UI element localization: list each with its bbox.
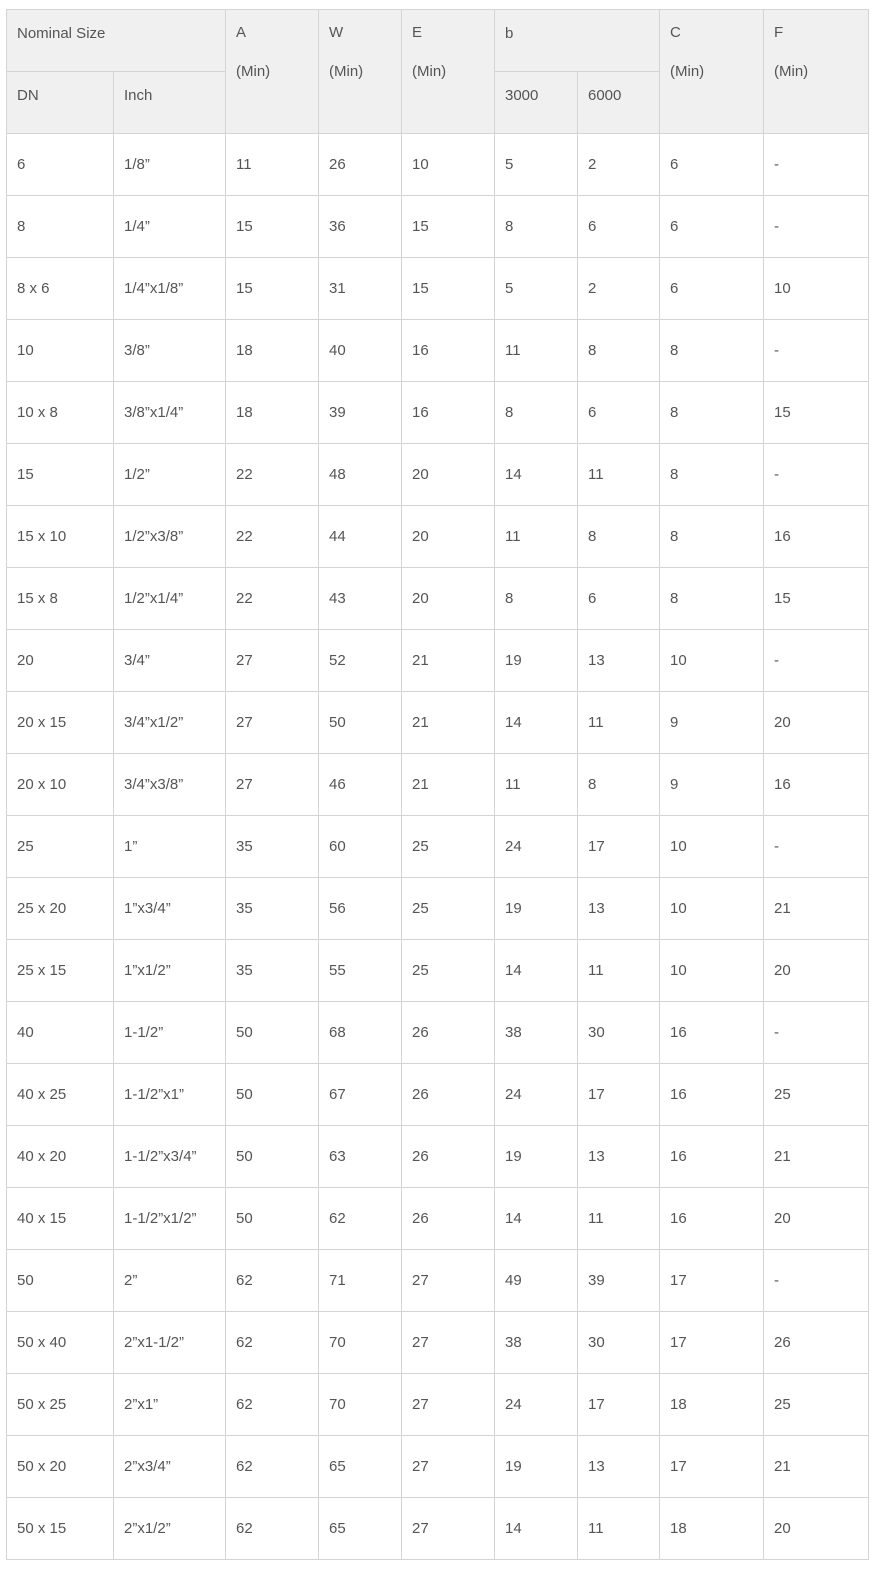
cell-c: 6 (660, 258, 764, 320)
table-row (7, 1188, 869, 1250)
cell-inch: 1/2” (114, 444, 226, 506)
cell-b-6000: 13 (578, 1126, 660, 1188)
cell-w: 39 (319, 382, 402, 444)
cell-b-3000: 24 (495, 1064, 578, 1126)
table-row (7, 134, 869, 196)
header-a (226, 10, 319, 134)
cell-c: 17 (660, 1250, 764, 1312)
cell-e: 20 (402, 568, 495, 630)
cell-e: 15 (402, 258, 495, 320)
cell-f: - (764, 1002, 869, 1064)
cell-f: 20 (764, 1188, 869, 1250)
cell-a: 62 (226, 1374, 319, 1436)
cell-a: 50 (226, 1188, 319, 1250)
cell-f: 16 (764, 754, 869, 816)
cell-b-6000: 30 (578, 1002, 660, 1064)
cell-inch: 3/4”x1/2” (114, 692, 226, 754)
header-e (402, 10, 495, 134)
cell-inch: 1/2”x3/8” (114, 506, 226, 568)
cell-b-3000: 19 (495, 1126, 578, 1188)
header-f (764, 10, 869, 134)
table-row (7, 1498, 869, 1560)
cell-c: 18 (660, 1374, 764, 1436)
header-b: b (495, 10, 660, 72)
table-body (7, 134, 869, 1560)
table-row (7, 1312, 869, 1374)
table-row (7, 568, 869, 630)
cell-e: 27 (402, 1374, 495, 1436)
table-row (7, 258, 869, 320)
cell-a: 18 (226, 320, 319, 382)
cell-b-6000: 6 (578, 196, 660, 258)
cell-inch: 2”x1-1/2” (114, 1312, 226, 1374)
cell-f: 20 (764, 940, 869, 1002)
cell-a: 27 (226, 754, 319, 816)
cell-dn: 8 x 6 (7, 258, 114, 320)
header-b-3000: 3000 (495, 72, 578, 134)
cell-w: 46 (319, 754, 402, 816)
cell-a: 15 (226, 258, 319, 320)
cell-a: 50 (226, 1126, 319, 1188)
cell-c: 8 (660, 444, 764, 506)
cell-a: 27 (226, 630, 319, 692)
cell-a: 22 (226, 444, 319, 506)
cell-a: 50 (226, 1064, 319, 1126)
cell-b-6000: 13 (578, 1436, 660, 1498)
cell-c: 9 (660, 754, 764, 816)
cell-w: 65 (319, 1498, 402, 1560)
cell-c: 8 (660, 320, 764, 382)
cell-b-6000: 2 (578, 258, 660, 320)
cell-e: 25 (402, 940, 495, 1002)
header-e-sub: (Min) (412, 63, 447, 80)
cell-a: 62 (226, 1312, 319, 1374)
dimensions-table (6, 9, 869, 1560)
cell-e: 26 (402, 1064, 495, 1126)
cell-a: 22 (226, 568, 319, 630)
cell-e: 20 (402, 444, 495, 506)
cell-dn: 50 x 40 (7, 1312, 114, 1374)
header-c (660, 10, 764, 134)
cell-dn: 50 x 25 (7, 1374, 114, 1436)
cell-dn: 40 x 15 (7, 1188, 114, 1250)
table-row (7, 1374, 869, 1436)
cell-w: 63 (319, 1126, 402, 1188)
cell-a: 35 (226, 816, 319, 878)
table-row (7, 1250, 869, 1312)
cell-inch: 2”x3/4” (114, 1436, 226, 1498)
cell-c: 10 (660, 940, 764, 1002)
cell-e: 27 (402, 1312, 495, 1374)
header-c-label: C (670, 24, 681, 41)
cell-e: 26 (402, 1126, 495, 1188)
cell-b-3000: 5 (495, 134, 578, 196)
cell-inch: 1/8” (114, 134, 226, 196)
cell-w: 67 (319, 1064, 402, 1126)
cell-dn: 40 x 20 (7, 1126, 114, 1188)
cell-inch: 3/4” (114, 630, 226, 692)
cell-b-3000: 14 (495, 692, 578, 754)
cell-a: 18 (226, 382, 319, 444)
header-inch: Inch (114, 72, 226, 134)
cell-f: 21 (764, 878, 869, 940)
cell-a: 35 (226, 878, 319, 940)
cell-w: 71 (319, 1250, 402, 1312)
cell-c: 6 (660, 134, 764, 196)
cell-f: 25 (764, 1374, 869, 1436)
cell-w: 60 (319, 816, 402, 878)
cell-b-3000: 8 (495, 568, 578, 630)
table-row (7, 692, 869, 754)
cell-b-6000: 17 (578, 1064, 660, 1126)
cell-e: 16 (402, 382, 495, 444)
cell-dn: 15 x 8 (7, 568, 114, 630)
cell-dn: 25 (7, 816, 114, 878)
cell-b-6000: 39 (578, 1250, 660, 1312)
cell-c: 9 (660, 692, 764, 754)
header-dn: DN (7, 72, 114, 134)
cell-a: 62 (226, 1498, 319, 1560)
cell-a: 11 (226, 134, 319, 196)
cell-inch: 1-1/2” (114, 1002, 226, 1064)
cell-w: 31 (319, 258, 402, 320)
cell-dn: 50 x 20 (7, 1436, 114, 1498)
cell-w: 68 (319, 1002, 402, 1064)
table-row (7, 816, 869, 878)
table-row (7, 754, 869, 816)
cell-f: - (764, 320, 869, 382)
header-e-label: E (412, 24, 423, 41)
cell-inch: 1-1/2”x1/2” (114, 1188, 226, 1250)
table-row (7, 940, 869, 1002)
header-c-sub: (Min) (670, 63, 705, 80)
cell-inch: 3/8” (114, 320, 226, 382)
cell-b-3000: 14 (495, 1498, 578, 1560)
table-row (7, 196, 869, 258)
cell-a: 35 (226, 940, 319, 1002)
cell-b-3000: 19 (495, 878, 578, 940)
header-w (319, 10, 402, 134)
cell-f: 26 (764, 1312, 869, 1374)
cell-w: 65 (319, 1436, 402, 1498)
cell-inch: 3/4”x3/8” (114, 754, 226, 816)
cell-b-6000: 11 (578, 692, 660, 754)
cell-b-3000: 24 (495, 1374, 578, 1436)
cell-w: 36 (319, 196, 402, 258)
cell-b-3000: 11 (495, 754, 578, 816)
cell-b-6000: 6 (578, 568, 660, 630)
cell-b-6000: 6 (578, 382, 660, 444)
cell-f: - (764, 1250, 869, 1312)
cell-inch: 1-1/2”x3/4” (114, 1126, 226, 1188)
table-row (7, 382, 869, 444)
cell-e: 16 (402, 320, 495, 382)
header-a-label: A (236, 24, 247, 41)
cell-dn: 50 (7, 1250, 114, 1312)
header-a-sub: (Min) (236, 63, 271, 80)
cell-b-3000: 19 (495, 630, 578, 692)
cell-f: 21 (764, 1436, 869, 1498)
cell-a: 15 (226, 196, 319, 258)
cell-dn: 20 (7, 630, 114, 692)
cell-b-6000: 2 (578, 134, 660, 196)
cell-b-6000: 11 (578, 940, 660, 1002)
cell-b-6000: 11 (578, 1188, 660, 1250)
cell-f: 21 (764, 1126, 869, 1188)
cell-inch: 3/8”x1/4” (114, 382, 226, 444)
cell-c: 10 (660, 816, 764, 878)
cell-inch: 2”x1/2” (114, 1498, 226, 1560)
cell-c: 16 (660, 1188, 764, 1250)
table-row (7, 630, 869, 692)
cell-inch: 1”x1/2” (114, 940, 226, 1002)
table-row (7, 320, 869, 382)
cell-b-3000: 38 (495, 1002, 578, 1064)
header-nominal-size: Nominal Size (7, 10, 226, 72)
cell-a: 62 (226, 1250, 319, 1312)
table-row (7, 1002, 869, 1064)
table-row (7, 1436, 869, 1498)
cell-c: 6 (660, 196, 764, 258)
cell-dn: 20 x 15 (7, 692, 114, 754)
cell-f: - (764, 630, 869, 692)
cell-b-3000: 38 (495, 1312, 578, 1374)
cell-dn: 25 x 20 (7, 878, 114, 940)
cell-f: 25 (764, 1064, 869, 1126)
cell-w: 70 (319, 1312, 402, 1374)
cell-b-3000: 14 (495, 444, 578, 506)
cell-c: 10 (660, 878, 764, 940)
cell-c: 8 (660, 568, 764, 630)
cell-c: 16 (660, 1064, 764, 1126)
cell-c: 17 (660, 1436, 764, 1498)
cell-f: - (764, 444, 869, 506)
cell-b-3000: 14 (495, 1188, 578, 1250)
cell-b-3000: 14 (495, 940, 578, 1002)
cell-f: 20 (764, 1498, 869, 1560)
cell-f: - (764, 134, 869, 196)
cell-e: 15 (402, 196, 495, 258)
cell-b-3000: 24 (495, 816, 578, 878)
cell-inch: 1/2”x1/4” (114, 568, 226, 630)
cell-b-3000: 49 (495, 1250, 578, 1312)
cell-w: 56 (319, 878, 402, 940)
table-row (7, 878, 869, 940)
cell-e: 26 (402, 1188, 495, 1250)
cell-w: 48 (319, 444, 402, 506)
cell-b-6000: 13 (578, 630, 660, 692)
cell-w: 62 (319, 1188, 402, 1250)
cell-dn: 6 (7, 134, 114, 196)
cell-b-6000: 13 (578, 878, 660, 940)
cell-f: 20 (764, 692, 869, 754)
cell-c: 8 (660, 382, 764, 444)
cell-w: 55 (319, 940, 402, 1002)
cell-e: 10 (402, 134, 495, 196)
cell-c: 10 (660, 630, 764, 692)
header-w-label: W (329, 24, 344, 41)
cell-b-6000: 17 (578, 816, 660, 878)
cell-dn: 10 x 8 (7, 382, 114, 444)
cell-f: 10 (764, 258, 869, 320)
header-f-sub: (Min) (774, 63, 809, 80)
cell-c: 17 (660, 1312, 764, 1374)
cell-e: 26 (402, 1002, 495, 1064)
table-header (7, 10, 869, 134)
cell-w: 52 (319, 630, 402, 692)
cell-f: 16 (764, 506, 869, 568)
cell-b-6000: 8 (578, 506, 660, 568)
cell-dn: 15 (7, 444, 114, 506)
cell-e: 21 (402, 754, 495, 816)
cell-b-6000: 30 (578, 1312, 660, 1374)
cell-b-6000: 11 (578, 444, 660, 506)
cell-b-6000: 8 (578, 754, 660, 816)
cell-w: 50 (319, 692, 402, 754)
cell-f: - (764, 196, 869, 258)
table-row (7, 444, 869, 506)
cell-inch: 1-1/2”x1” (114, 1064, 226, 1126)
header-f-label: F (774, 24, 784, 41)
cell-dn: 40 x 25 (7, 1064, 114, 1126)
table-row (7, 506, 869, 568)
header-w-sub: (Min) (329, 63, 364, 80)
cell-inch: 1”x3/4” (114, 878, 226, 940)
cell-dn: 20 x 10 (7, 754, 114, 816)
cell-b-3000: 11 (495, 506, 578, 568)
cell-b-3000: 19 (495, 1436, 578, 1498)
cell-e: 21 (402, 630, 495, 692)
header-b-6000: 6000 (578, 72, 660, 134)
cell-c: 8 (660, 506, 764, 568)
cell-e: 27 (402, 1436, 495, 1498)
cell-b-3000: 11 (495, 320, 578, 382)
cell-inch: 2”x1” (114, 1374, 226, 1436)
cell-a: 22 (226, 506, 319, 568)
cell-b-6000: 17 (578, 1374, 660, 1436)
cell-dn: 25 x 15 (7, 940, 114, 1002)
cell-dn: 50 x 15 (7, 1498, 114, 1560)
cell-b-6000: 8 (578, 320, 660, 382)
cell-inch: 1” (114, 816, 226, 878)
cell-inch: 2” (114, 1250, 226, 1312)
cell-w: 44 (319, 506, 402, 568)
cell-f: - (764, 816, 869, 878)
cell-b-6000: 11 (578, 1498, 660, 1560)
cell-c: 18 (660, 1498, 764, 1560)
cell-w: 26 (319, 134, 402, 196)
cell-e: 27 (402, 1498, 495, 1560)
cell-dn: 40 (7, 1002, 114, 1064)
table-row (7, 1126, 869, 1188)
cell-b-3000: 8 (495, 196, 578, 258)
cell-c: 16 (660, 1126, 764, 1188)
cell-a: 27 (226, 692, 319, 754)
cell-dn: 8 (7, 196, 114, 258)
cell-w: 43 (319, 568, 402, 630)
cell-f: 15 (764, 382, 869, 444)
cell-e: 27 (402, 1250, 495, 1312)
cell-e: 25 (402, 816, 495, 878)
cell-inch: 1/4”x1/8” (114, 258, 226, 320)
cell-w: 40 (319, 320, 402, 382)
cell-w: 70 (319, 1374, 402, 1436)
cell-c: 16 (660, 1002, 764, 1064)
cell-inch: 1/4” (114, 196, 226, 258)
cell-f: 15 (764, 568, 869, 630)
cell-a: 62 (226, 1436, 319, 1498)
cell-dn: 15 x 10 (7, 506, 114, 568)
cell-b-3000: 5 (495, 258, 578, 320)
cell-e: 20 (402, 506, 495, 568)
cell-e: 21 (402, 692, 495, 754)
table-row (7, 1064, 869, 1126)
cell-b-3000: 8 (495, 382, 578, 444)
cell-e: 25 (402, 878, 495, 940)
cell-a: 50 (226, 1002, 319, 1064)
cell-dn: 10 (7, 320, 114, 382)
